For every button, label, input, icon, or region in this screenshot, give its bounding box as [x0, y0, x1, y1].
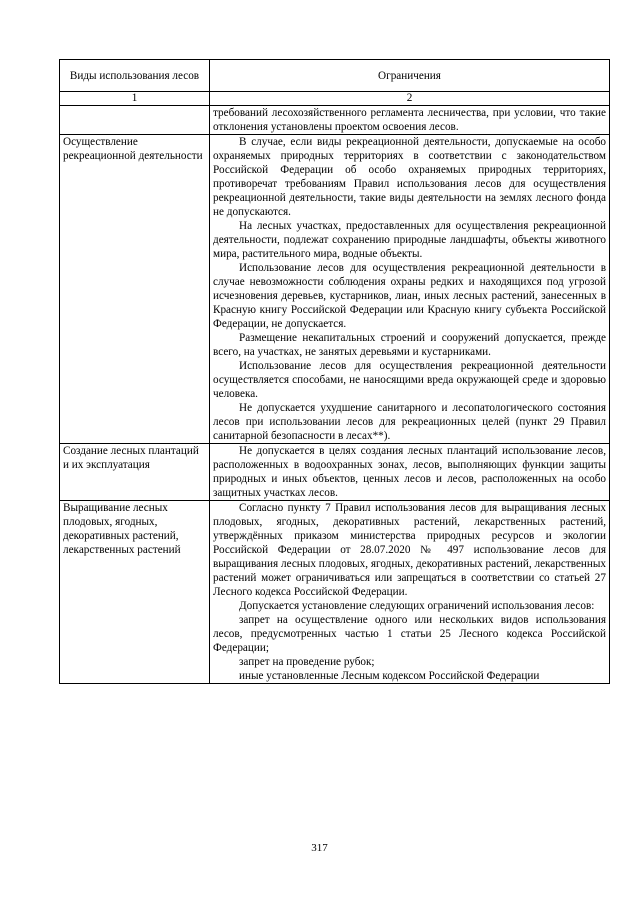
- restriction-paragraph: Использование лесов для осуществления рекреационной деятельности в случае невозможности соблюдения охраны редких и находящихся под угрозой исчезновения деревьев, кустарников, лиан, иных лесных растений, занесенных в Красную книгу Российской Федерации или Красную книгу субъекта Российской Федерации, не допускается.: [213, 262, 606, 330]
- restriction-paragraph: На лесных участках, предоставленных для осуществления рекреационной деятельности, подлежат сохранению природные ландшафты, объекты животного мира, растительного мира, водные объекты.: [213, 220, 606, 260]
- restriction-paragraph: В случае, если виды рекреационной деятельности, допускаемые на особо охраняемых природных территориях в соответствии с законодательством Российской Федерации об особо охраняемых природных территориях, противоречат требованиям Правил использования лесов для осуществления рекреационной деятельности, такие виды деятельности на землях лесного фонда не допускаются.: [213, 136, 606, 218]
- restrictions-table: [59, 59, 610, 684]
- restrictions-cell: [210, 444, 610, 501]
- column-number-2: 2: [210, 92, 610, 106]
- restriction-paragraph: запрет на осуществление одного или нескольких видов использования лесов, предусмотренных частью 1 статьи 25 Лесного кодекса Российской Федерации;: [213, 614, 606, 654]
- usage-type-cell: [60, 135, 210, 444]
- restriction-paragraph: иные установленные Лесным кодексом Российской Федерации: [239, 670, 540, 682]
- column-number-1: 1: [60, 92, 210, 106]
- header-col-restrictions: Ограничения: [210, 60, 610, 92]
- page-number: 317: [311, 842, 328, 854]
- usage-type-text: Осуществление рекреационной деятельности: [63, 136, 203, 162]
- usage-type-text: Выращивание лесных плодовых, ягодных, декоративных растений, лекарственных растений: [63, 502, 181, 556]
- restriction-paragraph: Не допускается ухудшение санитарного и лесопатологического состояния лесов при использовании лесов для рекреационных целей (пункт 29 Правил санитарной безопасности в лесах**).: [213, 402, 606, 442]
- usage-type-cell: [60, 501, 210, 684]
- table-column-number-row: [60, 92, 610, 106]
- table-header-row: [60, 60, 610, 92]
- restriction-paragraph: требований лесохозяйственного регламента лесничества, при условии, что такие отклонения установлены проектом освоения лесов.: [213, 107, 606, 133]
- usage-type-text: Создание лесных плантаций и их эксплуатация: [63, 445, 199, 471]
- usage-type-cell: [60, 444, 210, 501]
- table-row: [60, 444, 610, 501]
- table-row: [60, 106, 610, 135]
- usage-type-cell: [60, 106, 210, 135]
- table-row: [60, 501, 610, 684]
- restriction-paragraph: Допускается установление следующих ограничений использования лесов:: [239, 600, 595, 612]
- restriction-paragraph: запрет на проведение рубок;: [239, 656, 375, 668]
- restrictions-cell: [210, 501, 610, 684]
- restriction-paragraph: Размещение некапитальных строений и сооружений допускается, прежде всего, на участках, не занятых деревьями и кустарниками.: [213, 332, 606, 358]
- restrictions-cell: [210, 135, 610, 444]
- restrictions-cell: [210, 106, 610, 135]
- restriction-paragraph: Использование лесов для осуществления рекреационной деятельности осуществляется способами, не наносящими вреда окружающей среде и здоровью человека.: [213, 360, 606, 400]
- table-row: [60, 135, 610, 444]
- header-col-usage-types: Виды использования лесов: [60, 60, 210, 92]
- restriction-paragraph: Не допускается в целях создания лесных плантаций использование лесов, расположенных в водоохранных зонах, лесов, выполняющих функции защиты природных и иных объектов, ценных лесов и лесов, расположенных на особо защитных участках лесов.: [213, 445, 606, 499]
- restriction-paragraph: Согласно пункту 7 Правил использования лесов для выращивания лесных плодовых, ягодных, декоративных растений, лекарственных растений, утверждённых приказом министерства природных ресурсов и экологии Российской Федерации от 28.07.2020 № 497 использование лесов для выращивания лесных плодовых, ягодных, декоративных растений, лекарственных растений может ограничиваться или запрещаться в соответствии со статьей 27 Лесного кодекса Российской Федерации.: [213, 502, 606, 598]
